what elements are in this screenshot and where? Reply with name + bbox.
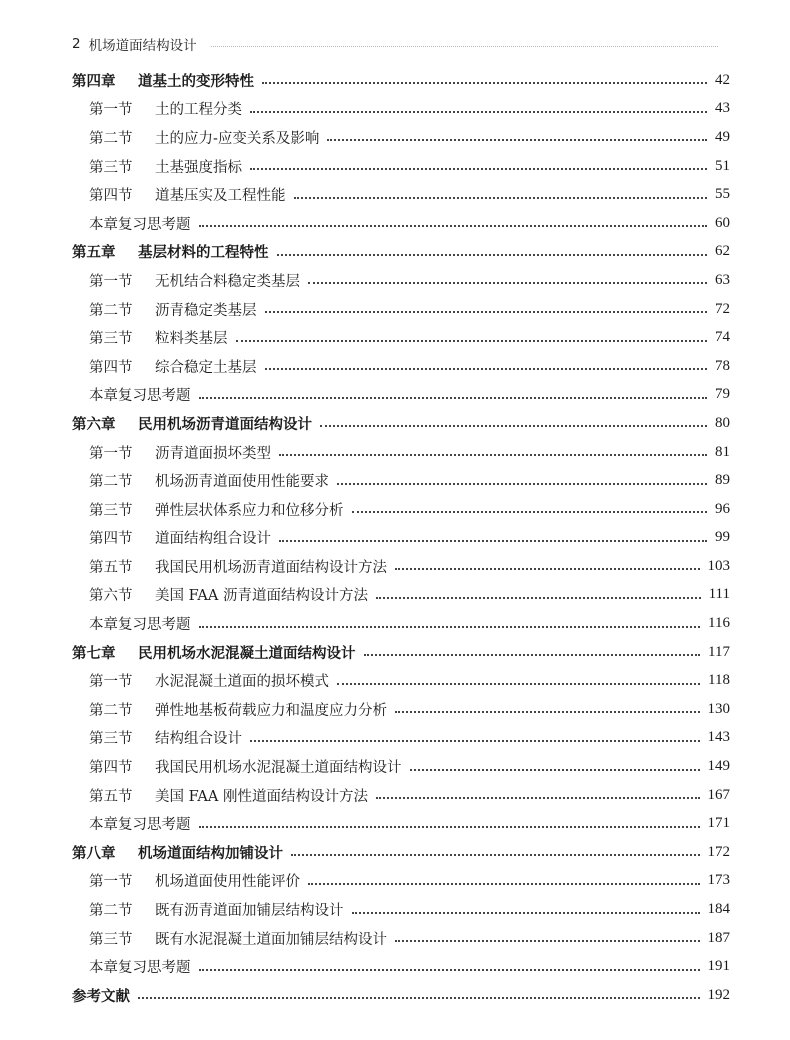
toc-entry-page: 72: [715, 300, 730, 317]
toc-section-entry[interactable]: [72, 438, 730, 467]
toc-section-entry[interactable]: [72, 724, 730, 753]
toc-entry-number: 第二节: [89, 302, 133, 319]
toc-section-entry[interactable]: [72, 266, 730, 295]
toc-dot-leader: [308, 883, 700, 885]
toc-entry-page: 80: [715, 414, 730, 431]
toc-section-entry[interactable]: [72, 924, 730, 953]
toc-entry-number: 第四节: [89, 760, 133, 777]
toc-entry-title: 弹性地基板荷载应力和温度应力分析: [155, 702, 387, 719]
toc-entry-number: 第五节: [89, 559, 133, 576]
toc-dot-leader: [337, 683, 700, 685]
toc-section-entry[interactable]: [72, 524, 730, 553]
toc-entry-page: 172: [707, 843, 730, 860]
toc-section-entry[interactable]: [72, 752, 730, 781]
toc-section-entry[interactable]: [72, 352, 730, 381]
toc-entry-title: 土的工程分类: [155, 102, 242, 119]
toc-entry-page: 149: [707, 758, 730, 775]
toc-dot-leader: [250, 168, 707, 170]
header-dotted-rule: [211, 46, 718, 47]
toc-section-entry[interactable]: [72, 809, 730, 838]
toc-entry-title: 基层材料的工程特性: [138, 245, 269, 262]
toc-entry-page: 78: [715, 357, 730, 374]
toc-dot-leader: [376, 597, 701, 599]
toc-entry-number: 第三节: [89, 159, 133, 176]
toc-entry-page: 81: [715, 443, 730, 460]
toc-section-entry[interactable]: [72, 609, 730, 638]
toc-entry-title: 既有水泥混凝土道面加铺层结构设计: [155, 931, 387, 948]
toc-entry-number: 第一节: [89, 102, 133, 119]
toc-entry-title: 无机结合料稳定类基层: [155, 273, 300, 290]
toc-entry-title: 弹性层状体系应力和位移分析: [155, 502, 344, 519]
toc-entry-number: 第六节: [89, 588, 133, 605]
toc-dot-leader: [250, 740, 700, 742]
toc-section-entry[interactable]: [72, 152, 730, 181]
toc-entry-page: 111: [708, 586, 730, 603]
toc-entry-title: 综合稳定土基层: [155, 359, 257, 376]
toc-entry-title: 沥青道面损坏类型: [155, 445, 271, 462]
toc-entry-number: 第四节: [89, 359, 133, 376]
toc-dot-leader: [327, 139, 707, 141]
toc-section-entry[interactable]: [72, 295, 730, 324]
toc-chapter-entry[interactable]: [72, 409, 730, 438]
toc-dot-leader: [262, 82, 707, 84]
toc-section-entry[interactable]: [72, 180, 730, 209]
toc-dot-leader: [291, 854, 700, 856]
toc-entry-page: 60: [715, 214, 730, 231]
toc-dot-leader: [395, 711, 700, 713]
toc-dot-leader: [199, 826, 700, 828]
toc-entry-title: 本章复习思考题: [89, 216, 191, 233]
toc-entry-page: 62: [715, 243, 730, 260]
toc-dot-leader: [337, 483, 707, 485]
toc-entry-number: 第八章: [72, 845, 116, 862]
toc-entry-number: 第六章: [72, 416, 116, 433]
toc-entry-number: 第一节: [89, 874, 133, 891]
toc-entry-title: 民用机场水泥混凝土道面结构设计: [138, 645, 356, 662]
toc-entry-number: 第一节: [89, 674, 133, 691]
running-header: [72, 33, 718, 55]
toc-chapter-entry[interactable]: [72, 238, 730, 267]
toc-entry-number: 第二节: [89, 130, 133, 147]
toc-entry-page: 191: [707, 958, 730, 975]
toc-entry-page: 184: [707, 901, 730, 918]
toc-entry-page: 74: [715, 329, 730, 346]
toc-dot-leader: [320, 425, 707, 427]
toc-section-entry[interactable]: [72, 323, 730, 352]
toc-entry-number: 第三节: [89, 331, 133, 348]
toc-entry-title: 沥青稳定类基层: [155, 302, 257, 319]
toc-dot-leader: [265, 311, 708, 313]
toc-entry-page: 49: [715, 128, 730, 145]
toc-section-entry[interactable]: [72, 581, 730, 610]
toc-entry-number: 第一节: [89, 273, 133, 290]
toc-entry-number: 第三节: [89, 931, 133, 948]
toc-entry-title: 道基压实及工程性能: [155, 188, 286, 205]
toc-dot-leader: [199, 626, 701, 628]
toc-section-entry[interactable]: [72, 495, 730, 524]
toc-chapter-entry[interactable]: [72, 838, 730, 867]
toc-dot-leader: [236, 340, 708, 342]
toc-chapter-entry[interactable]: [72, 981, 730, 1010]
toc-dot-leader: [352, 511, 708, 513]
toc-dot-leader: [294, 197, 708, 199]
toc-entry-title: 美国 FAA 沥青道面结构设计方法: [155, 588, 368, 605]
toc-entry-page: 167: [707, 786, 730, 803]
toc-dot-leader: [199, 225, 708, 227]
toc-dot-leader: [395, 940, 700, 942]
toc-entry-number: 第二节: [89, 903, 133, 920]
toc-entry-title: 机场沥青道面使用性能要求: [155, 474, 329, 491]
toc-dot-leader: [376, 797, 700, 799]
toc-entry-page: 117: [708, 643, 730, 660]
toc-dot-leader: [395, 568, 700, 570]
toc-section-entry[interactable]: [72, 666, 730, 695]
toc-dot-leader: [364, 654, 701, 656]
toc-dot-leader: [265, 368, 708, 370]
toc-section-entry[interactable]: [72, 381, 730, 410]
toc-entry-number: 第四节: [89, 188, 133, 205]
toc-entry-page: 43: [715, 100, 730, 117]
toc-entry-page: 99: [715, 529, 730, 546]
toc-dot-leader: [199, 969, 700, 971]
toc-entry-number: 第二节: [89, 702, 133, 719]
header-book-title: 机场道面结构设计: [88, 38, 197, 54]
toc-entry-title: 美国 FAA 刚性道面结构设计方法: [155, 788, 368, 805]
toc-dot-leader: [277, 254, 708, 256]
toc-entry-page: 96: [715, 500, 730, 517]
toc-section-entry[interactable]: [72, 895, 730, 924]
toc-entry-title: 道基土的变形特性: [138, 73, 254, 90]
toc-section-entry[interactable]: [72, 781, 730, 810]
toc-entry-title: 道面结构组合设计: [155, 531, 271, 548]
toc-entry-title: 本章复习思考题: [89, 817, 191, 834]
toc-dot-leader: [308, 282, 707, 284]
toc-entry-number: 第三节: [89, 502, 133, 519]
toc-entry-number: 第五节: [89, 788, 133, 805]
toc-dot-leader: [352, 912, 700, 914]
toc-entry-page: 51: [715, 157, 730, 174]
table-of-contents: [72, 66, 730, 1010]
toc-entry-title: 既有沥青道面加铺层结构设计: [155, 903, 344, 920]
toc-section-entry[interactable]: [72, 466, 730, 495]
toc-section-entry[interactable]: [72, 209, 730, 238]
toc-entry-title: 粒料类基层: [155, 331, 228, 348]
toc-entry-number: 第七章: [72, 645, 116, 662]
toc-entry-page: 63: [715, 271, 730, 288]
toc-entry-page: 130: [707, 700, 730, 717]
toc-entry-page: 116: [708, 615, 730, 632]
toc-section-entry[interactable]: [72, 867, 730, 896]
toc-entry-title: 民用机场沥青道面结构设计: [138, 416, 312, 433]
toc-entry-number: 第五章: [72, 245, 116, 262]
toc-entry-title: 机场道面使用性能评价: [155, 874, 300, 891]
toc-entry-page: 79: [715, 386, 730, 403]
toc-entry-number: 第二节: [89, 474, 133, 491]
toc-entry-page: 171: [707, 815, 730, 832]
toc-entry-page: 187: [707, 929, 730, 946]
header-page-number: 2: [72, 36, 81, 52]
toc-entry-page: 192: [707, 986, 730, 1003]
toc-dot-leader: [138, 997, 700, 999]
toc-dot-leader: [279, 540, 707, 542]
toc-entry-page: 118: [708, 672, 730, 689]
toc-entry-title: 我国民用机场水泥混凝土道面结构设计: [155, 760, 402, 777]
toc-section-entry[interactable]: [72, 123, 730, 152]
toc-entry-number: 第三节: [89, 731, 133, 748]
toc-entry-title: 机场道面结构加铺设计: [138, 845, 283, 862]
toc-entry-title: 参考文献: [72, 988, 130, 1005]
toc-section-entry[interactable]: [72, 95, 730, 124]
toc-chapter-entry[interactable]: [72, 66, 730, 95]
toc-entry-title: 本章复习思考题: [89, 388, 191, 405]
toc-entry-number: 第一节: [89, 445, 133, 462]
toc-section-entry[interactable]: [72, 952, 730, 981]
toc-entry-title: 水泥混凝土道面的损坏模式: [155, 674, 329, 691]
toc-entry-title: 土的应力-应变关系及影响: [155, 130, 320, 147]
toc-entry-page: 42: [715, 71, 730, 88]
toc-dot-leader: [410, 769, 700, 771]
toc-entry-title: 土基强度指标: [155, 159, 242, 176]
toc-dot-leader: [279, 454, 707, 456]
toc-entry-page: 103: [707, 557, 730, 574]
toc-entry-title: 本章复习思考题: [89, 960, 191, 977]
toc-section-entry[interactable]: [72, 695, 730, 724]
toc-entry-page: 173: [707, 872, 730, 889]
toc-entry-page: 89: [715, 472, 730, 489]
toc-chapter-entry[interactable]: [72, 638, 730, 667]
toc-entry-number: 第四章: [72, 73, 116, 90]
toc-entry-page: 143: [707, 729, 730, 746]
toc-entry-title: 结构组合设计: [155, 731, 242, 748]
toc-entry-number: 第四节: [89, 531, 133, 548]
toc-entry-page: 55: [715, 186, 730, 203]
toc-entry-title: 本章复习思考题: [89, 617, 191, 634]
toc-section-entry[interactable]: [72, 552, 730, 581]
toc-dot-leader: [250, 111, 707, 113]
toc-entry-title: 我国民用机场沥青道面结构设计方法: [155, 559, 387, 576]
toc-dot-leader: [199, 397, 708, 399]
